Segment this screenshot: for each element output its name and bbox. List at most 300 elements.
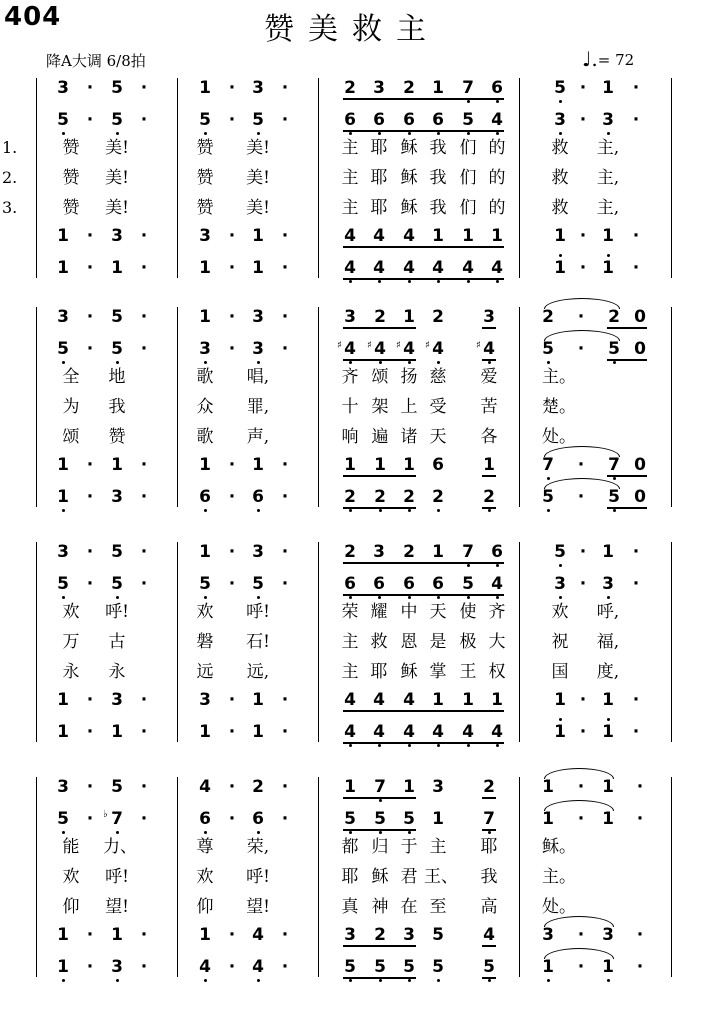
beam-line <box>343 562 504 564</box>
lyric-syllable: 处。 <box>542 897 576 917</box>
low-octave-dot <box>408 132 411 135</box>
duration-dot: · <box>228 722 236 742</box>
note: 4 ♯ <box>431 339 445 359</box>
low-octave-dot <box>257 509 260 512</box>
note: 4 <box>199 777 211 797</box>
duration-dot: · <box>140 307 148 327</box>
note: 4 <box>402 722 416 742</box>
duration-dot: · <box>228 226 236 246</box>
note: 5 <box>431 957 445 977</box>
duration-dot: · <box>636 925 644 945</box>
bar-line <box>177 777 178 977</box>
note: 5 <box>402 809 416 829</box>
lyric-syllable: 仰 <box>62 897 80 917</box>
note: 4 <box>490 722 504 742</box>
lyric-syllable: 是 <box>429 632 447 652</box>
sharp-icon: ♯ <box>396 340 401 351</box>
note: 6 <box>402 110 416 130</box>
key-meter: 降A大调 6/8拍 <box>46 52 146 70</box>
lyric-syllable: 颂 <box>371 367 389 387</box>
note: 2 <box>483 777 495 797</box>
hymn-number: 404 <box>4 2 62 32</box>
lyric-syllable: 耶 <box>370 138 388 158</box>
lyric-syllable: 救 <box>551 138 569 158</box>
note: 1 <box>602 226 614 246</box>
lyric-syllable: 王、 <box>424 867 458 887</box>
note: 5 <box>111 78 123 98</box>
lyric-syllable: 齐 <box>488 602 506 622</box>
note: 1 <box>602 809 614 829</box>
lyric-syllable: 中 <box>400 602 418 622</box>
low-octave-dot <box>437 979 440 982</box>
low-octave-dot <box>547 361 550 364</box>
duration-dot: · <box>281 339 289 359</box>
note: 5 <box>198 110 212 130</box>
note: 1 <box>602 777 614 797</box>
low-octave-dot <box>62 132 65 135</box>
low-octave-dot <box>62 361 65 364</box>
tie-arc <box>544 800 614 811</box>
lyric-syllable: 万 <box>62 632 80 652</box>
lyric-syllable: 欢 <box>62 867 80 887</box>
lyric-syllable: 掌 <box>429 662 447 682</box>
tempo-value: = 72 <box>597 51 635 69</box>
note: 4 <box>373 690 385 710</box>
lyric-syllable: 爱 <box>480 367 498 387</box>
duration-dot: · <box>140 487 148 507</box>
low-octave-dot <box>496 132 499 135</box>
dotted-quarter-note-icon: ♩. <box>582 47 598 71</box>
hymn-title: 赞美救主 <box>264 12 440 47</box>
bar-line <box>318 307 319 507</box>
note: 6 <box>402 574 416 594</box>
lyric-syllable: 主 <box>429 837 447 857</box>
note: 4 <box>490 574 504 594</box>
low-octave-dot <box>496 596 499 599</box>
note: 7 ♭ <box>110 809 124 829</box>
low-octave-dot <box>437 132 440 135</box>
note: 1 <box>553 258 567 278</box>
lyric-syllable: 耶 <box>341 867 359 887</box>
low-octave-dot <box>488 979 491 982</box>
duration-dot: · <box>281 809 289 829</box>
duration-dot: · <box>577 777 585 797</box>
note: 1 <box>602 78 614 98</box>
duration-dot: · <box>632 110 640 130</box>
low-octave-dot <box>257 596 260 599</box>
lyric-syllable: 美! <box>246 198 270 218</box>
duration-dot: · <box>140 78 148 98</box>
note: 2 <box>432 307 444 327</box>
low-octave-dot <box>408 831 411 834</box>
note: 5 <box>56 574 70 594</box>
note: 1 <box>252 258 264 278</box>
low-octave-dot <box>547 477 550 480</box>
duration-dot: · <box>579 690 587 710</box>
note: 3 <box>602 925 614 945</box>
note: 3 <box>198 339 212 359</box>
lyric-syllable: 永 <box>108 662 126 682</box>
note: 1 <box>252 226 264 246</box>
beam-line <box>343 594 504 596</box>
duration-dot: · <box>579 110 587 130</box>
beam-line <box>607 327 647 329</box>
high-octave-dot <box>607 718 610 721</box>
note: 2 <box>344 542 356 562</box>
low-octave-dot <box>437 744 440 747</box>
bar-line <box>36 542 37 742</box>
low-octave-dot <box>349 132 352 135</box>
low-octave-dot <box>408 280 411 283</box>
low-octave-dot <box>257 132 260 135</box>
low-octave-dot <box>379 979 382 982</box>
note: 5 <box>111 777 123 797</box>
note: 3 <box>57 307 69 327</box>
lyric-syllable: 稣 <box>371 867 389 887</box>
note: 7 <box>373 777 387 797</box>
duration-dot: · <box>632 258 640 278</box>
duration-dot: · <box>228 542 236 562</box>
lyric-syllable: 我 <box>429 198 447 218</box>
lyric-syllable: 主。 <box>542 367 576 387</box>
beam-line <box>343 130 504 132</box>
bar-line <box>519 78 520 278</box>
duration-dot: · <box>86 809 94 829</box>
low-octave-dot <box>496 744 499 747</box>
lyric-syllable: 苦 <box>480 397 498 417</box>
note: 5 <box>343 809 357 829</box>
lyric-syllable: 我 <box>108 397 126 417</box>
duration-dot: · <box>140 542 148 562</box>
low-octave-dot <box>559 596 562 599</box>
beam-line <box>343 507 416 509</box>
duration-dot: · <box>632 722 640 742</box>
lyric-syllable: 美! <box>246 138 270 158</box>
lyric-syllable: 都 <box>341 837 359 857</box>
note: 2 <box>374 925 386 945</box>
note: 4 <box>372 722 386 742</box>
note: 3 <box>111 690 123 710</box>
lyric-syllable: 君 <box>400 867 418 887</box>
lyric-syllable: 望! <box>246 897 270 917</box>
lyric-syllable: 颂 <box>62 427 80 447</box>
low-octave-dot <box>116 596 119 599</box>
low-octave-dot <box>62 596 65 599</box>
lyric-syllable: 响 <box>341 427 359 447</box>
lyric-syllable: 赞 <box>62 168 80 188</box>
lyric-syllable: 主 <box>341 662 359 682</box>
tie-arc <box>544 768 614 779</box>
duration-dot: · <box>577 339 585 359</box>
note: 6 <box>490 78 504 98</box>
note: 4 <box>403 226 415 246</box>
note: 1 <box>344 777 356 797</box>
duration-dot: · <box>577 925 585 945</box>
lyric-syllable: 高 <box>480 897 498 917</box>
duration-dot: · <box>281 455 289 475</box>
low-octave-dot <box>488 361 491 364</box>
lyric-syllable: 救 <box>551 168 569 188</box>
note: 1 <box>462 690 474 710</box>
note: 4 <box>198 957 212 977</box>
lyric-syllable: 天 <box>429 602 447 622</box>
note: 1 <box>57 455 69 475</box>
lyric-syllable: 至 <box>429 897 447 917</box>
score-system <box>0 307 704 507</box>
note: 3 <box>542 925 554 945</box>
low-octave-dot <box>378 744 381 747</box>
lyric-syllable: 唱, <box>246 367 270 387</box>
low-octave-dot <box>408 596 411 599</box>
beam-line <box>482 359 496 361</box>
beam-line <box>343 359 416 361</box>
duration-dot: · <box>577 487 585 507</box>
lyric-syllable: 古 <box>108 632 126 652</box>
note: 5 <box>461 574 475 594</box>
low-octave-dot <box>257 979 260 982</box>
note: 6 <box>372 574 386 594</box>
duration-dot: · <box>86 925 94 945</box>
lyric-syllable: 权 <box>488 662 506 682</box>
note: 1 <box>344 455 356 475</box>
duration-dot: · <box>579 78 587 98</box>
beam-line <box>343 710 504 712</box>
note: 4 <box>490 258 504 278</box>
low-octave-dot <box>559 100 562 103</box>
sharp-icon: ♯ <box>476 340 481 351</box>
lyric-syllable: 为 <box>62 397 80 417</box>
lyric-syllable: 遍 <box>371 427 389 447</box>
note: 3 <box>601 110 615 130</box>
note: 4 <box>402 258 416 278</box>
low-octave-dot <box>467 744 470 747</box>
lyric-syllable: 的 <box>488 168 506 188</box>
beam-line <box>607 507 647 509</box>
duration-dot: · <box>281 777 289 797</box>
low-octave-dot <box>349 596 352 599</box>
duration-dot: · <box>140 722 148 742</box>
low-octave-dot <box>257 831 260 834</box>
lyric-syllable: 石! <box>246 632 270 652</box>
note: 1 <box>542 777 554 797</box>
beam-line <box>482 507 496 509</box>
note: 4 ♯ <box>482 339 496 359</box>
note: 2 <box>252 777 264 797</box>
duration-dot: · <box>577 455 585 475</box>
note: 4 <box>252 925 264 945</box>
duration-dot: · <box>140 455 148 475</box>
lyric-syllable: 十 <box>341 397 359 417</box>
lyric-syllable: 我 <box>480 867 498 887</box>
lyric-syllable: 呼, <box>596 602 620 622</box>
note: 5 <box>607 339 621 359</box>
note: 1 <box>252 722 264 742</box>
lyric-syllable: 力、 <box>103 837 137 857</box>
duration-dot: · <box>579 542 587 562</box>
note: 5 <box>110 574 124 594</box>
note: 5 <box>251 110 265 130</box>
lyric-syllable: 王 <box>459 662 477 682</box>
verse-number: 3. <box>2 198 18 217</box>
duration-dot: · <box>281 226 289 246</box>
note: 5 <box>461 110 475 130</box>
note: 4 <box>461 722 475 742</box>
note: 1 <box>491 690 503 710</box>
duration-dot: · <box>281 258 289 278</box>
low-octave-dot <box>204 596 207 599</box>
beam-line <box>343 98 504 100</box>
note: 4 <box>431 258 445 278</box>
bar-line <box>671 78 672 278</box>
note: 1 <box>252 455 264 475</box>
duration-dot: · <box>632 226 640 246</box>
note: 0 <box>634 307 646 327</box>
note: 3 <box>199 226 211 246</box>
note: 5 <box>432 925 444 945</box>
lyric-syllable: 耶 <box>370 168 388 188</box>
note: 2 <box>373 487 387 507</box>
note: 3 <box>57 542 69 562</box>
note: 6 <box>431 574 445 594</box>
duration-dot: · <box>86 258 94 278</box>
bar-line <box>318 542 319 742</box>
note: 3 <box>57 777 69 797</box>
lyric-syllable: 美! <box>105 168 129 188</box>
lyric-syllable: 赞 <box>108 427 126 447</box>
duration-dot: · <box>228 690 236 710</box>
note: 5 <box>541 339 555 359</box>
note: 1 <box>491 226 503 246</box>
duration-dot: · <box>579 258 587 278</box>
bar-line <box>671 777 672 977</box>
low-octave-dot <box>349 979 352 982</box>
note: 4 ♯ <box>402 339 416 359</box>
low-octave-dot <box>607 979 610 982</box>
lyric-syllable: 们 <box>459 168 477 188</box>
lyric-syllable: 度, <box>596 662 620 682</box>
note: 1 <box>57 226 69 246</box>
note: 1 <box>199 78 211 98</box>
beam-line <box>482 829 496 831</box>
note: 1 <box>602 542 614 562</box>
beam-line <box>482 945 496 947</box>
duration-dot: · <box>636 809 644 829</box>
lyric-syllable: 美! <box>246 168 270 188</box>
duration-dot: · <box>228 307 236 327</box>
beam-line <box>343 829 416 831</box>
low-octave-dot <box>378 280 381 283</box>
high-octave-dot <box>559 254 562 257</box>
tempo-marking <box>582 46 634 70</box>
duration-dot: · <box>86 455 94 475</box>
note: 4 <box>343 258 357 278</box>
low-octave-dot <box>204 831 207 834</box>
low-octave-dot <box>204 361 207 364</box>
low-octave-dot <box>349 831 352 834</box>
lyric-syllable: 大 <box>488 632 506 652</box>
note: 1 <box>542 809 554 829</box>
lyric-syllable: 极 <box>459 632 477 652</box>
verse-number: 1. <box>2 138 18 157</box>
bar-line <box>177 542 178 742</box>
lyric-syllable: 欢 <box>551 602 569 622</box>
lyric-syllable: 仰 <box>196 897 214 917</box>
low-octave-dot <box>437 280 440 283</box>
low-octave-dot <box>607 132 610 135</box>
note: 1 <box>403 777 415 797</box>
low-octave-dot <box>467 564 470 567</box>
tie-arc <box>544 948 614 959</box>
beam-line <box>343 278 504 280</box>
score-system <box>0 78 704 278</box>
verse-number: 2. <box>2 168 18 187</box>
lyric-syllable: 架 <box>371 397 389 417</box>
lyric-syllable: 欢 <box>196 867 214 887</box>
sharp-icon: ♯ <box>425 340 430 351</box>
note: 1 <box>111 455 123 475</box>
duration-dot: · <box>140 957 148 977</box>
note: 1 <box>601 722 615 742</box>
lyric-syllable: 诸 <box>400 427 418 447</box>
beam-line <box>343 797 416 799</box>
lyric-syllable: 耀 <box>370 602 388 622</box>
note: 3 <box>373 542 385 562</box>
note: 2 <box>402 487 416 507</box>
lyric-syllable: 望! <box>105 897 129 917</box>
lyric-syllable: 楚。 <box>542 397 576 417</box>
beam-line <box>482 797 496 799</box>
note: 1 <box>403 307 415 327</box>
lyric-syllable: 全 <box>62 367 80 387</box>
note: 3 <box>601 574 615 594</box>
duration-dot: · <box>228 78 236 98</box>
note: 1 <box>432 542 444 562</box>
low-octave-dot <box>496 100 499 103</box>
duration-dot: · <box>86 722 94 742</box>
lyric-syllable: 美! <box>105 198 129 218</box>
duration-dot: · <box>579 722 587 742</box>
bar-line <box>318 78 319 278</box>
duration-dot: · <box>86 542 94 562</box>
note: 1 <box>374 455 386 475</box>
low-octave-dot <box>257 361 260 364</box>
duration-dot: · <box>140 258 148 278</box>
lyric-syllable: 天 <box>429 427 447 447</box>
lyric-syllable: 耶 <box>370 198 388 218</box>
lyric-syllable: 欢 <box>196 602 214 622</box>
lyric-syllable: 稣。 <box>542 837 576 857</box>
low-octave-dot <box>559 132 562 135</box>
duration-dot: · <box>140 809 148 829</box>
duration-dot: · <box>228 809 236 829</box>
note: 1 <box>541 957 555 977</box>
lyric-syllable: 稣 <box>400 138 418 158</box>
duration-dot: · <box>579 226 587 246</box>
note: 4 <box>344 690 356 710</box>
lyric-syllable: 主, <box>596 138 620 158</box>
bar-line <box>671 307 672 507</box>
lyric-syllable: 真 <box>341 897 359 917</box>
lyric-syllable: 呼! <box>246 867 270 887</box>
beam-line <box>343 945 416 947</box>
low-octave-dot <box>547 979 550 982</box>
tie-arc <box>544 298 620 309</box>
duration-dot: · <box>86 78 94 98</box>
note: 5 <box>373 957 387 977</box>
lyric-syllable: 救 <box>551 198 569 218</box>
lyric-syllable: 主 <box>341 168 359 188</box>
note: 5 <box>373 809 387 829</box>
